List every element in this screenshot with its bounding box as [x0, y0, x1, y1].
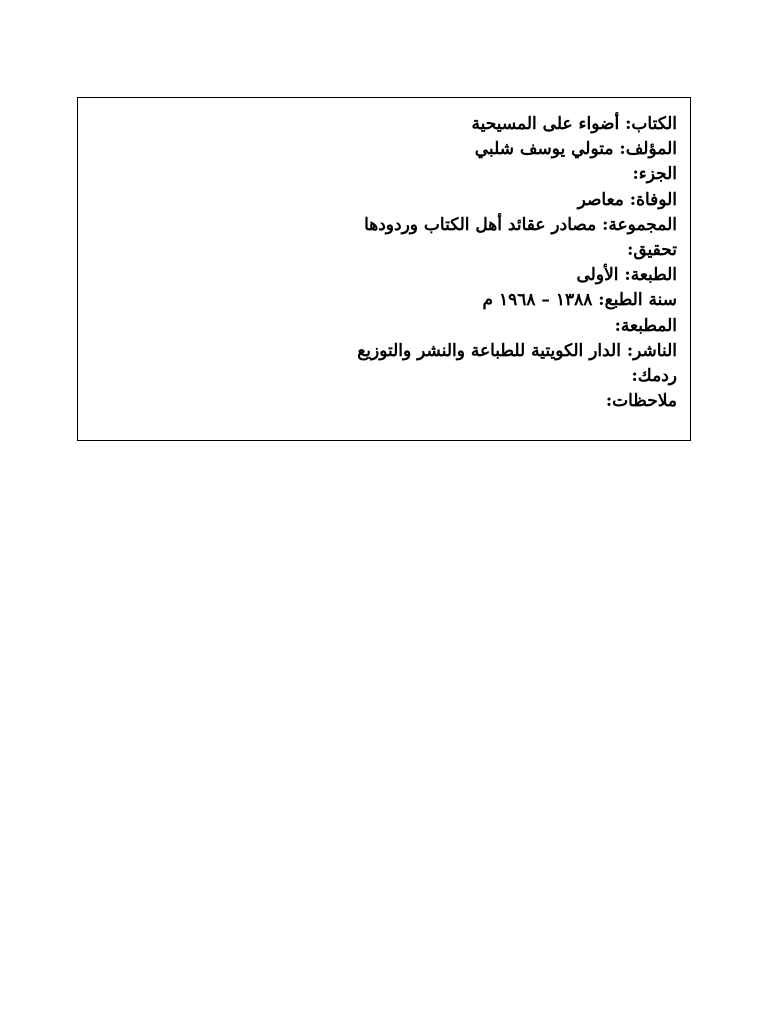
field-label: ردمك	[637, 366, 677, 387]
field-death: الوفاة: معاصر	[577, 189, 677, 210]
field-value: الأولى	[576, 265, 619, 286]
field-editor: تحقيق:	[627, 240, 677, 261]
field-value: مصادر عقائد أهل الكتاب وردودها	[364, 214, 597, 235]
field-label: الجزء	[638, 164, 677, 185]
field-author: المؤلف: متولي يوسف شلبي	[474, 139, 677, 160]
field-publisher: الناشر: الدار الكويتية للطباعة والنشر والتوزيع	[357, 340, 677, 361]
field-value: معاصر	[577, 189, 624, 210]
field-label: سنة الطبع	[604, 290, 677, 311]
field-label: ملاحظات	[612, 391, 677, 412]
field-label: المطبعة	[620, 315, 677, 336]
field-label: المجموعة	[608, 214, 677, 235]
field-edition: الطبعة: الأولى	[576, 265, 677, 286]
field-label: تحقيق	[633, 240, 677, 261]
field-print-year: سنة الطبع: ١٣٨٨ – ١٩٦٨ م	[482, 290, 677, 311]
book-info-card	[77, 97, 691, 441]
field-label: المؤلف	[625, 139, 677, 160]
field-press: المطبعة:	[614, 315, 677, 336]
field-label: الطبعة	[630, 265, 677, 286]
field-book-title: الكتاب: أضواء على المسيحية	[471, 114, 677, 134]
field-value: أضواء على المسيحية	[471, 114, 620, 134]
field-label: الناشر	[633, 340, 677, 361]
field-collection: المجموعة: مصادر عقائد أهل الكتاب وردودها	[364, 214, 677, 235]
field-isbn: ردمك:	[631, 366, 677, 387]
field-volume: الجزء:	[632, 164, 677, 185]
field-label: الكتاب	[631, 114, 677, 134]
field-notes: ملاحظات:	[605, 391, 677, 412]
field-label: الوفاة	[636, 189, 677, 210]
field-value: ١٣٨٨ – ١٩٦٨ م	[482, 290, 593, 311]
field-value: متولي يوسف شلبي	[474, 139, 614, 160]
field-value: الدار الكويتية للطباعة والنشر والتوزيع	[357, 340, 621, 361]
